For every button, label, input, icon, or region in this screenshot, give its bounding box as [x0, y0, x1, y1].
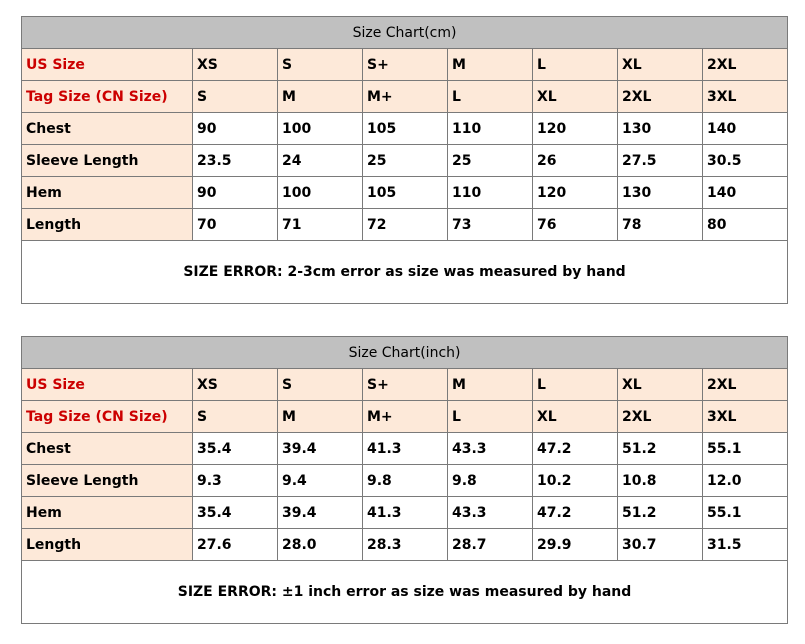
table-cell: 100 — [278, 177, 363, 209]
table-cell: 27.5 — [618, 145, 703, 177]
table-row-sleeve-length — [22, 465, 788, 497]
table-row-chest — [22, 113, 788, 145]
table-cell: 2XL — [703, 49, 788, 81]
row-label: Hem — [22, 177, 193, 209]
table-cell: S+ — [363, 49, 448, 81]
row-label: Hem — [22, 497, 193, 529]
table-cell: XL — [533, 81, 618, 113]
table-cell: 130 — [618, 113, 703, 145]
table-row-hem — [22, 497, 788, 529]
table-cell: S — [193, 401, 278, 433]
table-cell: 140 — [703, 113, 788, 145]
table-cell: 120 — [533, 177, 618, 209]
table-cell: 90 — [193, 113, 278, 145]
row-label: Tag Size (CN Size) — [22, 401, 193, 433]
table-cell: 51.2 — [618, 497, 703, 529]
table-cell: 2XL — [618, 401, 703, 433]
row-label: Sleeve Length — [22, 145, 193, 177]
table-cell: XL — [533, 401, 618, 433]
row-label: Length — [22, 209, 193, 241]
table-title: Size Chart(cm) — [22, 17, 788, 49]
table-row-us-size — [22, 49, 788, 81]
table-cell: 2XL — [703, 369, 788, 401]
table-cell: 47.2 — [533, 433, 618, 465]
table-note-row — [22, 561, 788, 624]
row-label: US Size — [22, 369, 193, 401]
table-note-row — [22, 241, 788, 304]
row-label: Chest — [22, 433, 193, 465]
table-cell: 28.0 — [278, 529, 363, 561]
table-cell: 55.1 — [703, 497, 788, 529]
table-cell: 80 — [703, 209, 788, 241]
table-cell: 120 — [533, 113, 618, 145]
table-cell: 35.4 — [193, 497, 278, 529]
size-chart-inch-table — [21, 336, 788, 624]
row-label: Chest — [22, 113, 193, 145]
table-cell: 9.8 — [363, 465, 448, 497]
table-cell: 55.1 — [703, 433, 788, 465]
table-cell: M — [278, 401, 363, 433]
table-cell: 30.7 — [618, 529, 703, 561]
table-cell: 30.5 — [703, 145, 788, 177]
table-cell: S — [278, 369, 363, 401]
table-cell: S — [278, 49, 363, 81]
table-cell: 25 — [448, 145, 533, 177]
table-cell: 28.3 — [363, 529, 448, 561]
table-row-us-size — [22, 369, 788, 401]
table-cell: 43.3 — [448, 497, 533, 529]
table-cell: 70 — [193, 209, 278, 241]
table-cell: 110 — [448, 113, 533, 145]
table-row-chest — [22, 433, 788, 465]
table-cell: 2XL — [618, 81, 703, 113]
table-cell: 12.0 — [703, 465, 788, 497]
table-cell: L — [448, 401, 533, 433]
table-cell: 10.2 — [533, 465, 618, 497]
table-cell: 130 — [618, 177, 703, 209]
table-cell: 31.5 — [703, 529, 788, 561]
table-cell: 76 — [533, 209, 618, 241]
table-cell: 25 — [363, 145, 448, 177]
table-cell: 110 — [448, 177, 533, 209]
table-cell: M — [448, 369, 533, 401]
table-row-tag-size — [22, 401, 788, 433]
table-cell: XS — [193, 369, 278, 401]
table-cell: XL — [618, 369, 703, 401]
table-cell: 78 — [618, 209, 703, 241]
table-cell: XL — [618, 49, 703, 81]
table-cell: 3XL — [703, 81, 788, 113]
row-label: Length — [22, 529, 193, 561]
size-error-note: SIZE ERROR: ±1 inch error as size was measured by hand — [22, 561, 788, 624]
table-cell: 35.4 — [193, 433, 278, 465]
table-cell: M — [448, 49, 533, 81]
table-cell: 71 — [278, 209, 363, 241]
table-cell: 39.4 — [278, 433, 363, 465]
table-cell: 29.9 — [533, 529, 618, 561]
table-cell: L — [533, 369, 618, 401]
table-cell: S — [193, 81, 278, 113]
table-cell: 27.6 — [193, 529, 278, 561]
table-cell: 28.7 — [448, 529, 533, 561]
table-row-length — [22, 209, 788, 241]
table-row-length — [22, 529, 788, 561]
table-cell: 105 — [363, 113, 448, 145]
table-cell: 9.4 — [278, 465, 363, 497]
table-row-sleeve-length — [22, 145, 788, 177]
table-title-row — [22, 17, 788, 49]
table-cell: 47.2 — [533, 497, 618, 529]
table-cell: 73 — [448, 209, 533, 241]
table-cell: 51.2 — [618, 433, 703, 465]
table-cell: 41.3 — [363, 433, 448, 465]
table-cell: 9.8 — [448, 465, 533, 497]
row-label: Tag Size (CN Size) — [22, 81, 193, 113]
table-cell: S+ — [363, 369, 448, 401]
table-cell: 26 — [533, 145, 618, 177]
table-row-tag-size — [22, 81, 788, 113]
table-cell: 90 — [193, 177, 278, 209]
table-cell: 9.3 — [193, 465, 278, 497]
size-error-note: SIZE ERROR: 2-3cm error as size was measured by hand — [22, 241, 788, 304]
row-label: US Size — [22, 49, 193, 81]
table-cell: M+ — [363, 81, 448, 113]
table-cell: 140 — [703, 177, 788, 209]
table-cell: XS — [193, 49, 278, 81]
table-cell: 39.4 — [278, 497, 363, 529]
table-cell: 24 — [278, 145, 363, 177]
table-cell: 105 — [363, 177, 448, 209]
table-cell: 10.8 — [618, 465, 703, 497]
table-cell: M — [278, 81, 363, 113]
table-title: Size Chart(inch) — [22, 337, 788, 369]
table-title-row — [22, 337, 788, 369]
table-cell: 43.3 — [448, 433, 533, 465]
table-cell: 3XL — [703, 401, 788, 433]
table-cell: 41.3 — [363, 497, 448, 529]
table-cell: L — [448, 81, 533, 113]
table-cell: 23.5 — [193, 145, 278, 177]
size-chart-cm-table — [21, 16, 788, 304]
table-cell: 100 — [278, 113, 363, 145]
table-row-hem — [22, 177, 788, 209]
table-cell: L — [533, 49, 618, 81]
table-cell: 72 — [363, 209, 448, 241]
row-label: Sleeve Length — [22, 465, 193, 497]
table-cell: M+ — [363, 401, 448, 433]
